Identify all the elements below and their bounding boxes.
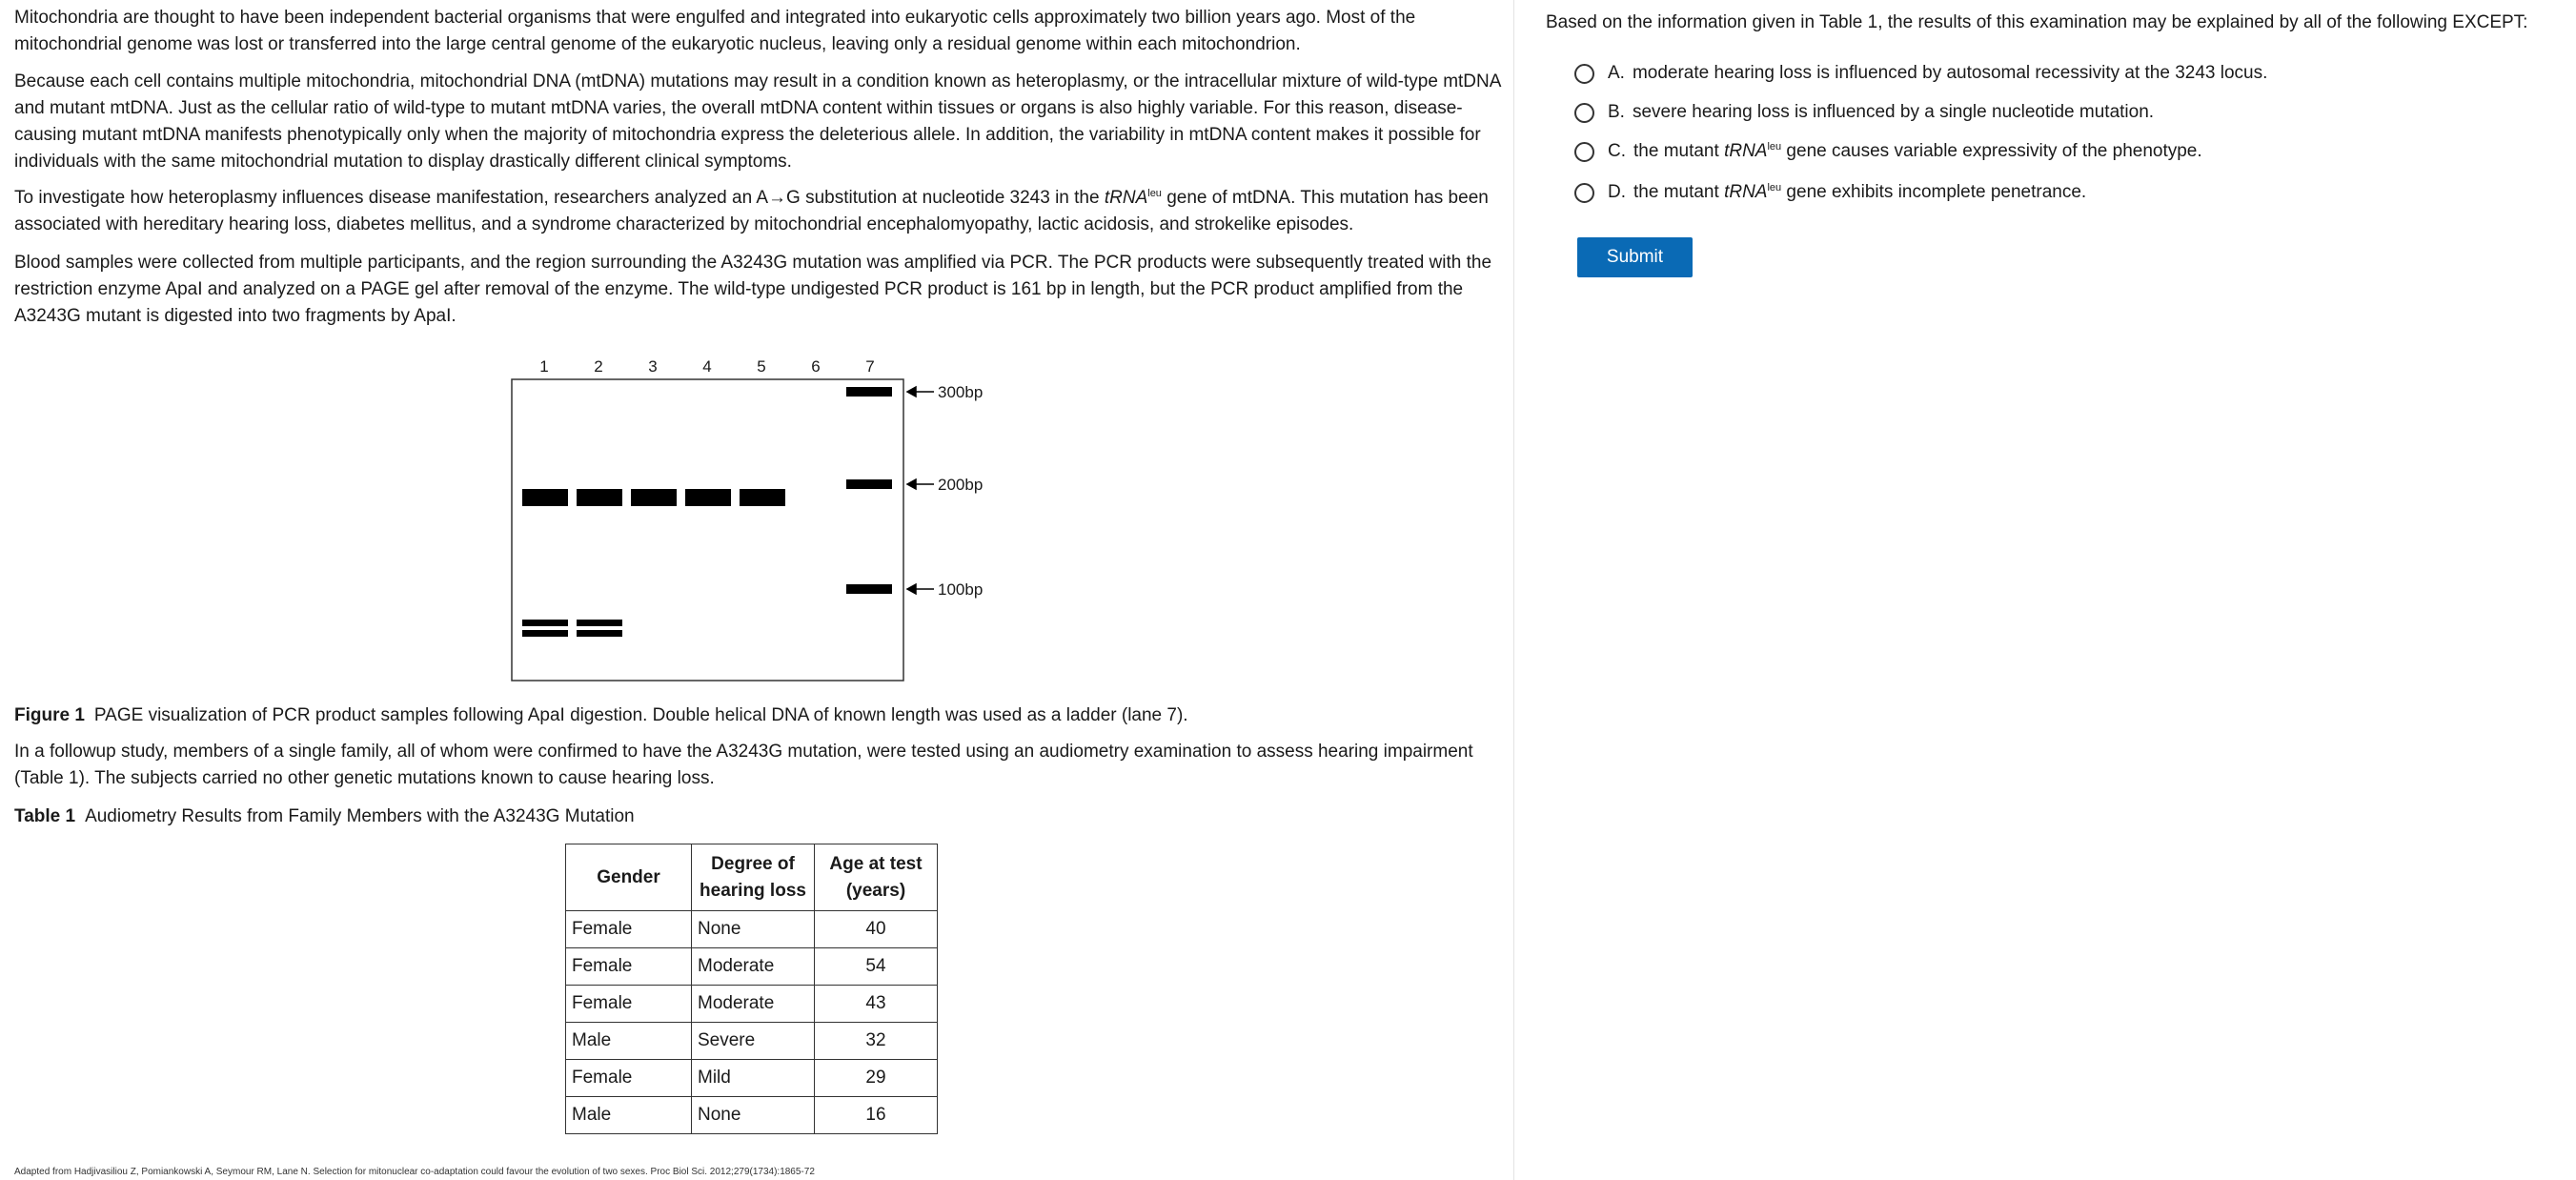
answer-option-b[interactable] <box>1574 99 2154 126</box>
band-lane2-fragment-b <box>577 630 622 637</box>
header-degree-of-hearing-loss: Degree of hearing loss <box>692 844 815 911</box>
cell-gender: Male <box>566 1023 692 1060</box>
table-row <box>566 948 938 986</box>
lane-label-5: 5 <box>757 357 766 376</box>
option-text-c: the mutant tRNA$^{leu}$ gene causes variable expressivity of the phenotype. <box>1633 141 2202 161</box>
cell-gender: Female <box>566 986 692 1023</box>
band-lane2-fragment-a <box>577 620 622 626</box>
table-caption-text: Audiometry Results from Family Members with the A3243G Mutation <box>85 806 635 826</box>
figure-caption <box>14 702 1188 729</box>
ladder-label-300bp: 300bp <box>938 383 984 401</box>
answer-option-d[interactable] <box>1574 179 2086 206</box>
band-lane2-undigested <box>577 489 622 506</box>
question-panel <box>1514 0 2576 1180</box>
p3-text-after: gene of mtDNA. This mutation has been associated with hereditary hearing loss, diabetes mellitus, and a syndrome characterized by mitochondrial encephalomyopathy, lactic acidosis, and strokelike episodes. <box>14 188 1489 234</box>
header-gender: Gender <box>566 844 692 911</box>
cell-age: 29 <box>815 1060 938 1097</box>
table-label: Table 1 <box>14 806 76 826</box>
arrowhead-100 <box>907 584 916 594</box>
lane-label-6: 6 <box>811 357 821 376</box>
cell-hearing-loss: Mild <box>692 1060 815 1097</box>
ladder-label-200bp: 200bp <box>938 476 984 494</box>
band-lane4-undigested <box>685 489 731 506</box>
radio-button-d[interactable] <box>1574 183 1594 203</box>
radio-button-c[interactable] <box>1574 142 1594 162</box>
option-text-b: severe hearing loss is influenced by a single nucleotide mutation. <box>1632 102 2155 122</box>
table-row <box>566 1023 938 1060</box>
cell-age: 54 <box>815 948 938 986</box>
table-row <box>566 911 938 948</box>
band-lane1-fragment-b <box>522 630 568 637</box>
cell-hearing-loss: Moderate <box>692 986 815 1023</box>
ladder-label-100bp: 100bp <box>938 580 984 599</box>
gel-box <box>512 379 903 681</box>
cell-gender: Female <box>566 911 692 948</box>
gel-figure <box>0 0 1048 696</box>
submit-button[interactable]: Submit <box>1577 237 1693 277</box>
band-lane3-undigested <box>631 489 677 506</box>
arrowhead-300 <box>907 387 916 397</box>
audiometry-table <box>565 844 938 1134</box>
arrowhead-200 <box>907 479 916 489</box>
answer-option-a[interactable] <box>1574 60 2267 87</box>
cell-hearing-loss: None <box>692 911 815 948</box>
passage-paragraph-4: Blood samples were collected from multiple participants, and the region surrounding the A3243G mutation was amplified via PCR. The PCR products were subsequently treated with the restriction enzyme ApaI and analyzed on a PAGE gel after removal of the enzyme. The wild-type undigested PCR product is 161 bp in length, but the PCR product amplified from the A3243G mutant is digested into two fragments by ApaI. <box>14 253 1492 326</box>
gene-superscript-leu: leu <box>1147 188 1162 199</box>
passage-paragraph-5: In a followup study, members of a single family, all of whom were confirmed to have the A3243G mutation, were tested using an audiometry examination to assess hearing impairment (Table 1). The subjects carried no other genetic mutations known to cause hearing loss. <box>14 742 1473 788</box>
answer-option-c[interactable] <box>1574 138 2202 165</box>
cell-hearing-loss: Severe <box>692 1023 815 1060</box>
option-letter-b: B. <box>1608 102 1625 122</box>
lane-label-4: 4 <box>702 357 712 376</box>
cell-age: 43 <box>815 986 938 1023</box>
table-caption <box>14 804 635 830</box>
cell-gender: Male <box>566 1097 692 1134</box>
cell-age: 32 <box>815 1023 938 1060</box>
lane-label-7: 7 <box>865 357 875 376</box>
question-stem: Based on the information given in Table 1, the results of this examination may be explained by all of the following EXCEPT: <box>1546 12 2528 32</box>
cell-hearing-loss: Moderate <box>692 948 815 986</box>
passage-paragraph-1: Mitochondria are thought to have been independent bacterial organisms that were engulfed and integrated into eukaryotic cells approximately two billion years ago. Most of the mitochondrial genome was lost or transferred into the large central genome of the eukaryotic nucleus, leaving only a residual genome within each mitochondrion. <box>14 8 1416 54</box>
figure-caption-text: PAGE visualization of PCR product samples following ApaI digestion. Double helical DNA of known length was used as a ladder (lane 7). <box>93 705 1188 725</box>
cell-gender: Female <box>566 948 692 986</box>
option-letter-c: C. <box>1608 141 1626 161</box>
gene-name-trna: tRNA <box>1104 188 1148 208</box>
cell-age: 16 <box>815 1097 938 1134</box>
passage-paragraph-2: Because each cell contains multiple mitochondria, mitochondrial DNA (mtDNA) mutations may result in a condition known as heteroplasmy, or the intracellular mixture of wild-type mtDNA and mutant mtDNA. Just as the cellular ratio of wild-type to mutant mtDNA varies, the overall mtDNA content within tissues or organs is also highly variable. For this reason, disease-causing mutant mtDNA manifests phenotypically only when the majority of mitochondria express the deleterious allele. In addition, the variability in mtDNA content makes it possible for individuals with the same mitochondrial mutation to display drastically different clinical symptoms. <box>14 71 1501 172</box>
option-letter-a: A. <box>1608 63 1625 83</box>
cell-gender: Female <box>566 1060 692 1097</box>
option-letter-d: D. <box>1608 182 1626 202</box>
band-lane1-fragment-a <box>522 620 568 626</box>
ladder-band-100 <box>846 584 892 594</box>
band-lane1-undigested <box>522 489 568 506</box>
table-row <box>566 1060 938 1097</box>
ladder-band-200 <box>846 479 892 489</box>
lane-label-1: 1 <box>539 357 549 376</box>
option-text-a: moderate hearing loss is influenced by autosomal recessivity at the 3243 locus. <box>1632 63 2268 83</box>
table-header-row <box>566 844 938 911</box>
figure-label: Figure 1 <box>14 705 85 725</box>
radio-button-a[interactable] <box>1574 64 1594 84</box>
table-row <box>566 1097 938 1134</box>
band-lane5-undigested <box>740 489 785 506</box>
p3-text-before: To investigate how heteroplasmy influences disease manifestation, researchers analyzed an A→G substitution at nucleotide 3243 in the <box>14 188 1105 208</box>
radio-button-b[interactable] <box>1574 103 1594 123</box>
header-age-at-test: Age at test (years) <box>815 844 938 911</box>
ladder-band-300 <box>846 387 892 397</box>
option-text-d: the mutant tRNA$^{leu}$ gene exhibits incomplete penetrance. <box>1633 182 2087 202</box>
lane-label-2: 2 <box>594 357 603 376</box>
lane-label-3: 3 <box>648 357 658 376</box>
table-row <box>566 986 938 1023</box>
cell-hearing-loss: None <box>692 1097 815 1134</box>
cell-age: 40 <box>815 911 938 948</box>
citation-footnote: Adapted from Hadjivasiliou Z, Pomiankowski A, Seymour RM, Lane N. Selection for mitonuclear co-adaptation could favour the evolution of two sexes. Proc Biol Sci. 2012;279(1734):1865-72 <box>14 1167 815 1177</box>
